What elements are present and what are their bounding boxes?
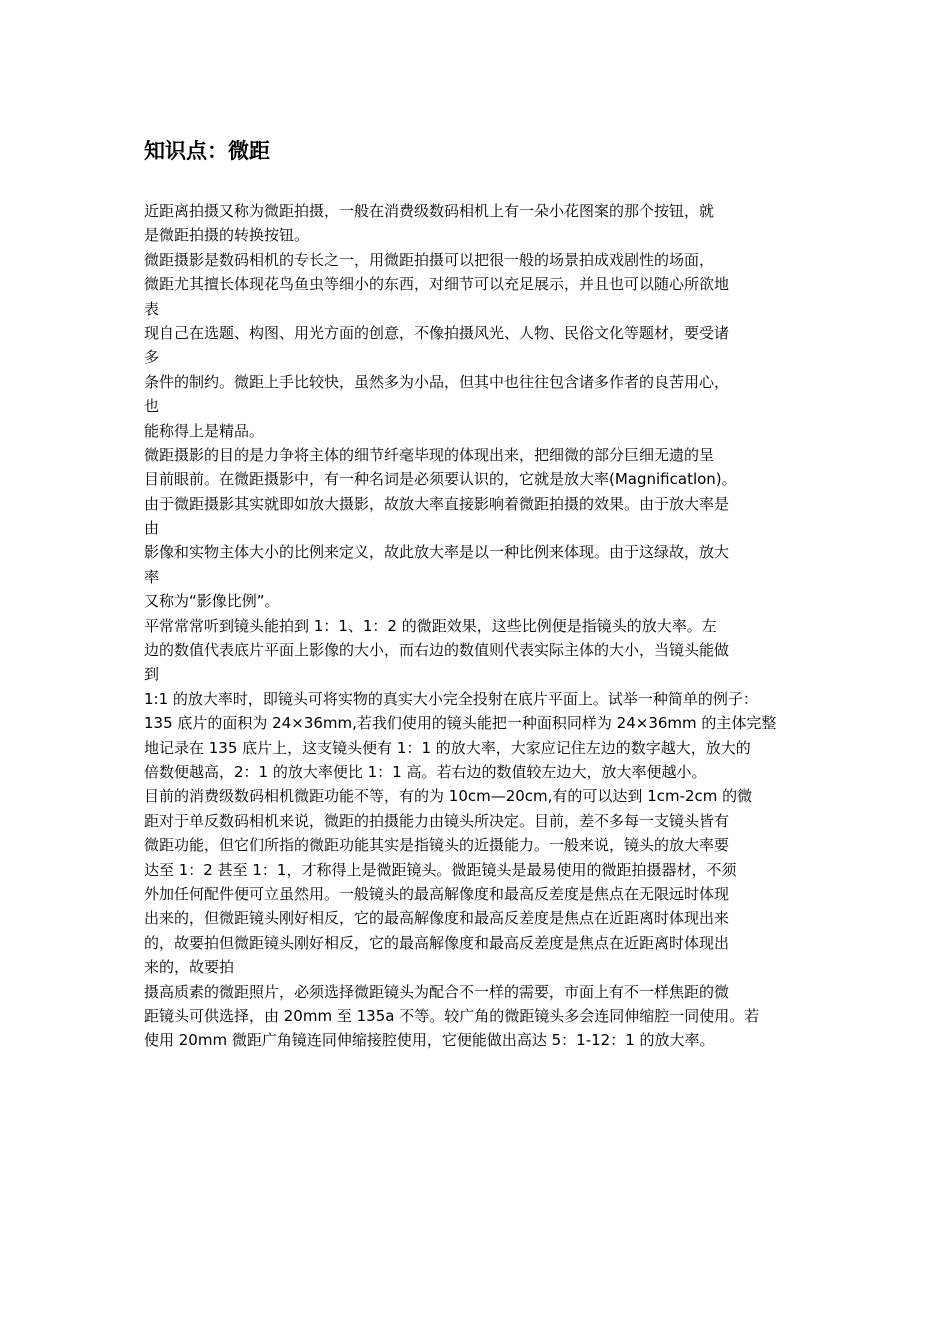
body-line: 由于微距摄影其实就即如放大摄影，故放大率直接影响着微距拍摄的效果。由于放大率是	[144, 494, 730, 513]
body-line: 来的，故要拍	[144, 958, 235, 977]
body-line: 倍数便越高，2：1 的放大率便比 1：1 高。若右边的数值较左边大，放大率便越小。	[144, 762, 707, 781]
body-line: 也	[144, 397, 160, 416]
body-line: 现自己在选题、构图、用光方面的创意，不像拍摄风光、人物、民俗文化等题材，要受诸	[144, 323, 730, 342]
body-line: 条件的制约。微距上手比较快，虽然多为小品，但其中也往往包含诸多作者的良苦用心，	[144, 372, 730, 391]
body-line: 平常常常听到镜头能拍到 1：1、1：2 的微距效果，这些比例便是指镜头的放大率。左	[144, 616, 717, 635]
document-title: 知识点：微距	[144, 139, 270, 163]
body-line: 达至 1：2 甚至 1：1，才称得上是微距镜头。微距镜头是最易使用的微距拍摄器材，不须	[144, 860, 737, 879]
body-line: 微距尤其擅长体现花鸟鱼虫等细小的东西，对细节可以充足展示，并且也可以随心所欲地	[144, 275, 730, 294]
body-line: 到	[144, 665, 160, 684]
body-line: 是微距拍摄的转换按钮。	[144, 226, 310, 245]
body-line: 距对于单反数码相机来说，微距的拍摄能力由镜头所决定。目前，差不多每一支镜头皆有	[144, 811, 730, 830]
body-line: 1:1 的放大率时，即镜头可将实物的真实大小完全投射在底片平面上。试举一种简单的例子：	[144, 689, 758, 708]
body-line: 多	[144, 348, 160, 367]
body-line: 率	[144, 567, 160, 586]
body-line: 135 底片的面积为 24×36mm,若我们使用的镜头能把一种面积同样为 24×36mm 的主体完整	[144, 714, 777, 733]
body-line: 目前的消费级数码相机微距功能不等，有的为 10cm—20cm,有的可以达到 1cm-2cm 的微	[144, 787, 753, 806]
body-line: 又称为“影像比例”。	[144, 592, 280, 611]
body-line: 边的数值代表底片平面上影像的大小，而右边的数值则代表实际主体的大小，当镜头能做	[144, 641, 730, 660]
body-line: 微距摄影的目的是力争将主体的细节纤毫毕现的体现出来，把细微的部分巨细无遗的呈	[144, 445, 715, 464]
body-line: 微距功能，但它们所指的微距功能其实是指镜头的近摄能力。一般来说，镜头的放大率要	[144, 836, 730, 855]
document-body	[144, 199, 819, 1053]
body-line: 外加任何配件便可立虽然用。一般镜头的最高解像度和最高反差度是焦点在无限远时体现	[144, 884, 730, 903]
body-line: 表	[144, 299, 160, 318]
body-line: 能称得上是精品。	[144, 421, 265, 440]
body-line: 地记录在 135 底片上，这支镜头便有 1：1 的放大率，大家应记住左边的数字越大，放大的	[144, 738, 751, 757]
body-line: 出来的，但微距镜头刚好相反，它的最高解像度和最高反差度是焦点在近距离时体现出来	[144, 909, 730, 928]
body-line: 影像和实物主体大小的比例来定义，故此放大率是以一种比例来体现。由于这绿故，放大	[144, 543, 730, 562]
body-line: 摄高质素的微距照片，必须选择微距镜头为配合不一样的需要，市面上有不一样焦距的微	[144, 982, 730, 1001]
body-line: 目前眼前。在微距摄影中，有一种名词是必须要认识的，它就是放大率(Magnificatlon)。	[144, 470, 737, 489]
body-line: 使用 20mm 微距广角镜连同伸缩接腔使用，它便能做出高达 5：1-12：1 的放大率。	[144, 1031, 715, 1050]
body-line: 由	[144, 519, 160, 538]
body-line: 距镜头可供选择，由 20mm 至 135a 不等。较广角的微距镜头多会连同伸缩腔一同使用。若	[144, 1006, 760, 1025]
body-line: 近距离拍摄又称为微距拍摄，一般在消费级数码相机上有一朵小花图案的那个按钮，就	[144, 202, 715, 220]
body-line: 微距摄影是数码相机的专长之一，用微距拍摄可以把很一般的场景拍成戏剧性的场面，	[144, 250, 715, 269]
body-line: 的，故要拍但微距镜头刚好相反，它的最高解像度和最高反差度是焦点在近距离时体现出	[144, 933, 730, 952]
